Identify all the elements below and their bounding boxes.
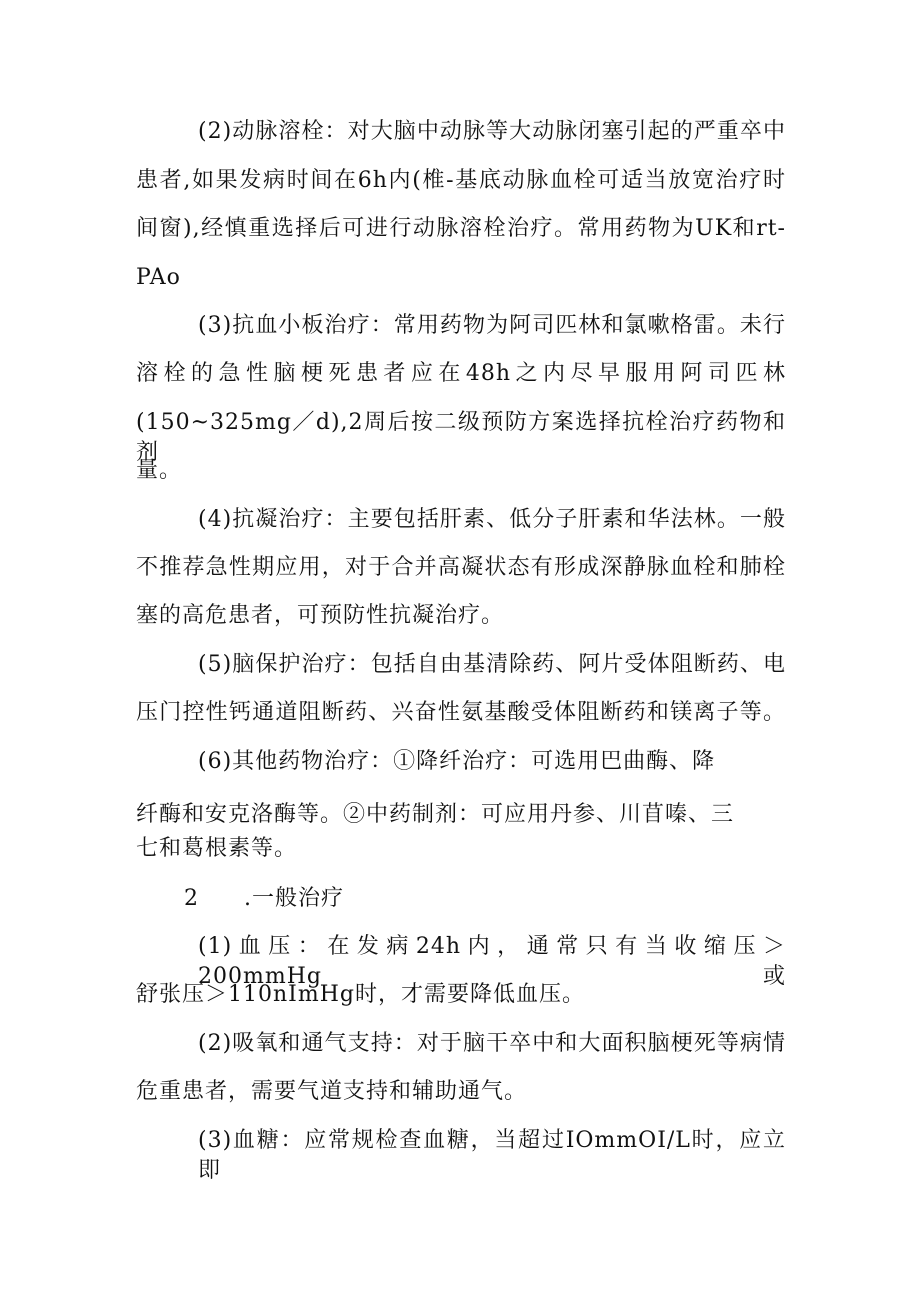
paragraph-anticoagulation-line-2: 不推荐急性期应用，对于合并高凝状态有形成深静脉血栓和肺栓 <box>136 555 786 580</box>
paragraph-other-drugs-line-1: (6)其他药物治疗：①降纤治疗：可选用巴曲酶、降 <box>198 749 716 774</box>
paragraph-other-drugs-line-3: 七和葛根素等。 <box>136 836 298 861</box>
paragraph-antiplatelet-line-4: 量。 <box>136 458 183 483</box>
paragraph-anticoagulation-line-3: 塞的高危患者，可预防性抗凝治疗。 <box>136 603 505 628</box>
paragraph-antiplatelet-line-2: 溶栓的急性脑梗死患者应在48h之内尽早服用阿司匹林 <box>136 361 786 386</box>
paragraph-arterial-thrombolysis-line-4: PAo <box>136 265 181 290</box>
paragraph-oxygen-line-2: 危重患者，需要气道支持和辅助通气。 <box>136 1079 528 1104</box>
paragraph-other-drugs-line-2: 纤酶和安克洛酶等。②中药制剂：可应用丹参、川苜嗪、三 <box>136 802 735 827</box>
paragraph-anticoagulation-line-1: (4)抗凝治疗：主要包括肝素、低分子肝素和华法林。一般 <box>198 507 786 532</box>
paragraph-antiplatelet-line-3: (150~325mg／d),2周后按二级预防方案选择抗栓治疗药物和剂 <box>136 410 786 465</box>
paragraph-arterial-thrombolysis-line-1: (2)动脉溶栓：对大脑中动脉等大动脉闭塞引起的严重卒中 <box>198 119 786 144</box>
paragraph-brain-protection-line-2: 压门控性钙通道阻断药、兴奋性氨基酸受体阻断药和镁离子等。 <box>136 700 786 725</box>
paragraph-blood-pressure-line-1: (1)血压：在发病24h内，通常只有当收缩压＞200mmHg或 <box>198 934 786 989</box>
paragraph-brain-protection-line-1: (5)脑保护治疗：包括自由基清除药、阿片受体阻断药、电 <box>198 652 786 677</box>
paragraph-arterial-thrombolysis-line-2: 患者,如果发病时间在6h内(椎-基底动脉血栓可适当放宽治疗时 <box>136 168 786 193</box>
paragraph-blood-pressure-line-2: 舒张压＞110nImHg时，才需要降低血压。 <box>136 982 585 1007</box>
section-number: 2 <box>184 886 199 911</box>
paragraph-arterial-thrombolysis-line-3: 间窗),经慎重选择后可进行动脉溶栓治疗。常用药物为UK和rt- <box>136 216 786 241</box>
paragraph-oxygen-line-1: (2)吸氧和通气支持：对于脑干卒中和大面积脑梗死等病情 <box>198 1031 786 1056</box>
paragraph-blood-glucose-line-1: (3)血糖：应常规检查血糖，当超过IOmmOI/L时，应立即 <box>198 1128 786 1183</box>
paragraph-antiplatelet-line-1: (3)抗血小板治疗：常用药物为阿司匹林和氯嗽格雷。未行 <box>198 313 786 338</box>
section-title: .一般治疗 <box>244 886 344 911</box>
